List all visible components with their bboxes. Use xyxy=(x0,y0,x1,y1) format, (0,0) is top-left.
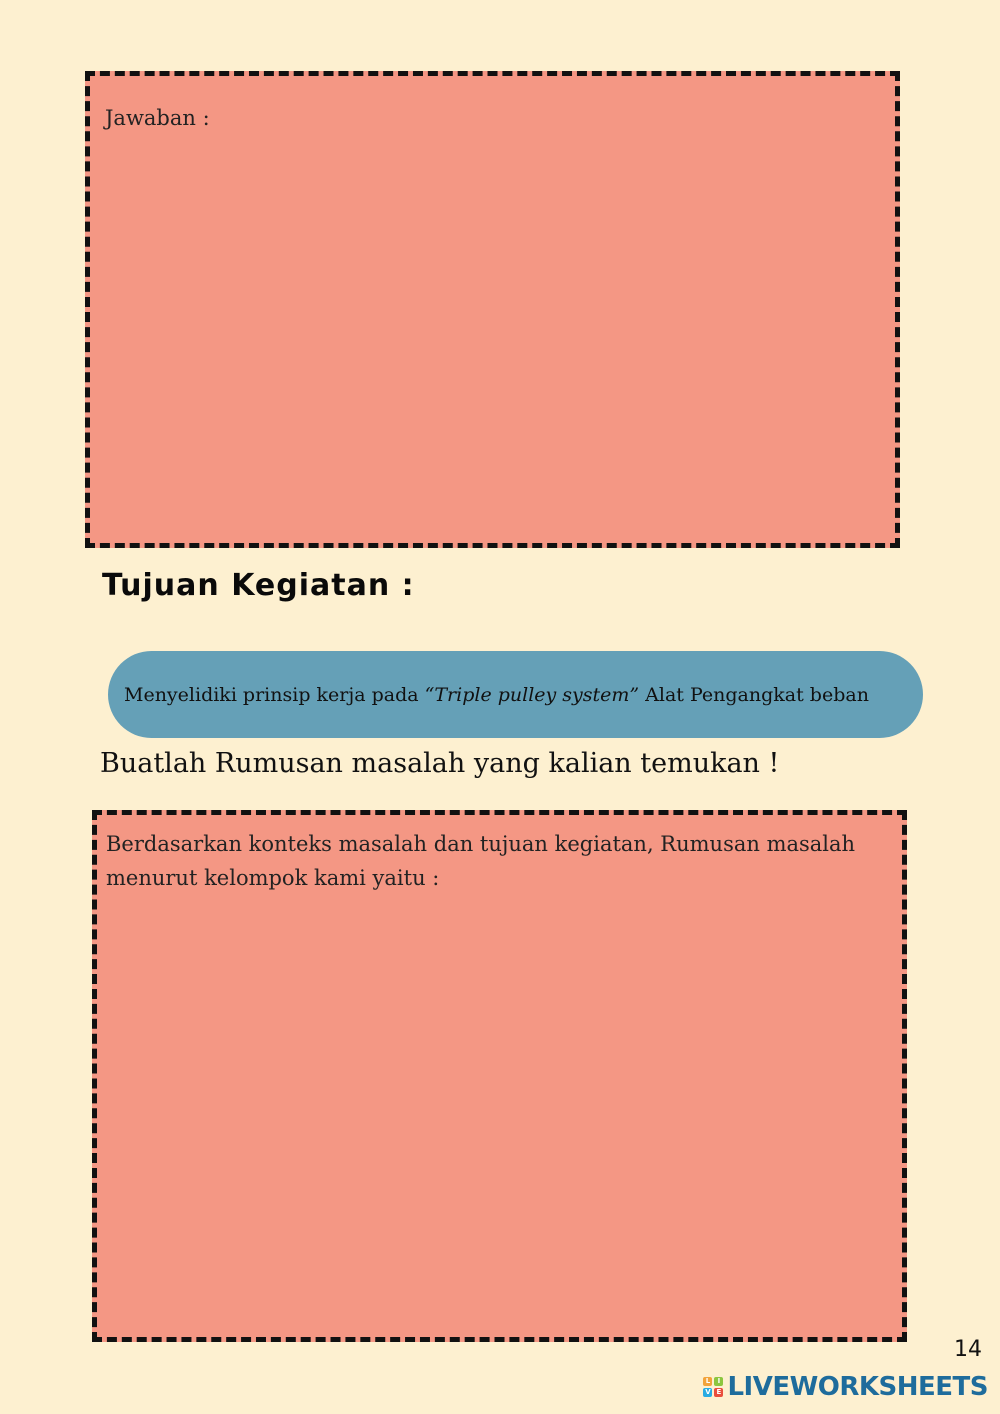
goal-text-start: Menyelidiki prinsip kerja pada xyxy=(124,683,425,706)
logo-tile-i: I xyxy=(714,1377,723,1386)
logo-tile-v: V xyxy=(705,1388,711,1396)
answer-box-jawaban[interactable] xyxy=(85,71,900,548)
liveworksheets-logo xyxy=(703,1372,988,1402)
goal-pill xyxy=(108,651,923,738)
logo-tile-l: L xyxy=(703,1377,712,1386)
instruction-text: Buatlah Rumusan masalah yang kalian temukan ! xyxy=(100,748,780,779)
answer-box-label: Berdasarkan konteks masalah dan tujuan kegiatan, Rumusan masalah menurut kelompok kami yaitu : xyxy=(106,832,856,890)
page-number: 14 xyxy=(954,1337,982,1362)
answer-box-rumusan[interactable] xyxy=(92,810,907,1342)
goal-text-italic: “Triple pulley system” xyxy=(424,683,640,706)
brand-name: LIVEWORKSHEETS xyxy=(727,1372,988,1402)
logo-tile-e: E xyxy=(714,1388,723,1397)
brand-logo-icon xyxy=(703,1377,723,1397)
answer-box-label: Jawaban : xyxy=(105,106,210,130)
goal-text-end: Alat Pengangkat beban xyxy=(639,683,869,706)
section-heading-tujuan: Tujuan Kegiatan : xyxy=(102,568,415,603)
